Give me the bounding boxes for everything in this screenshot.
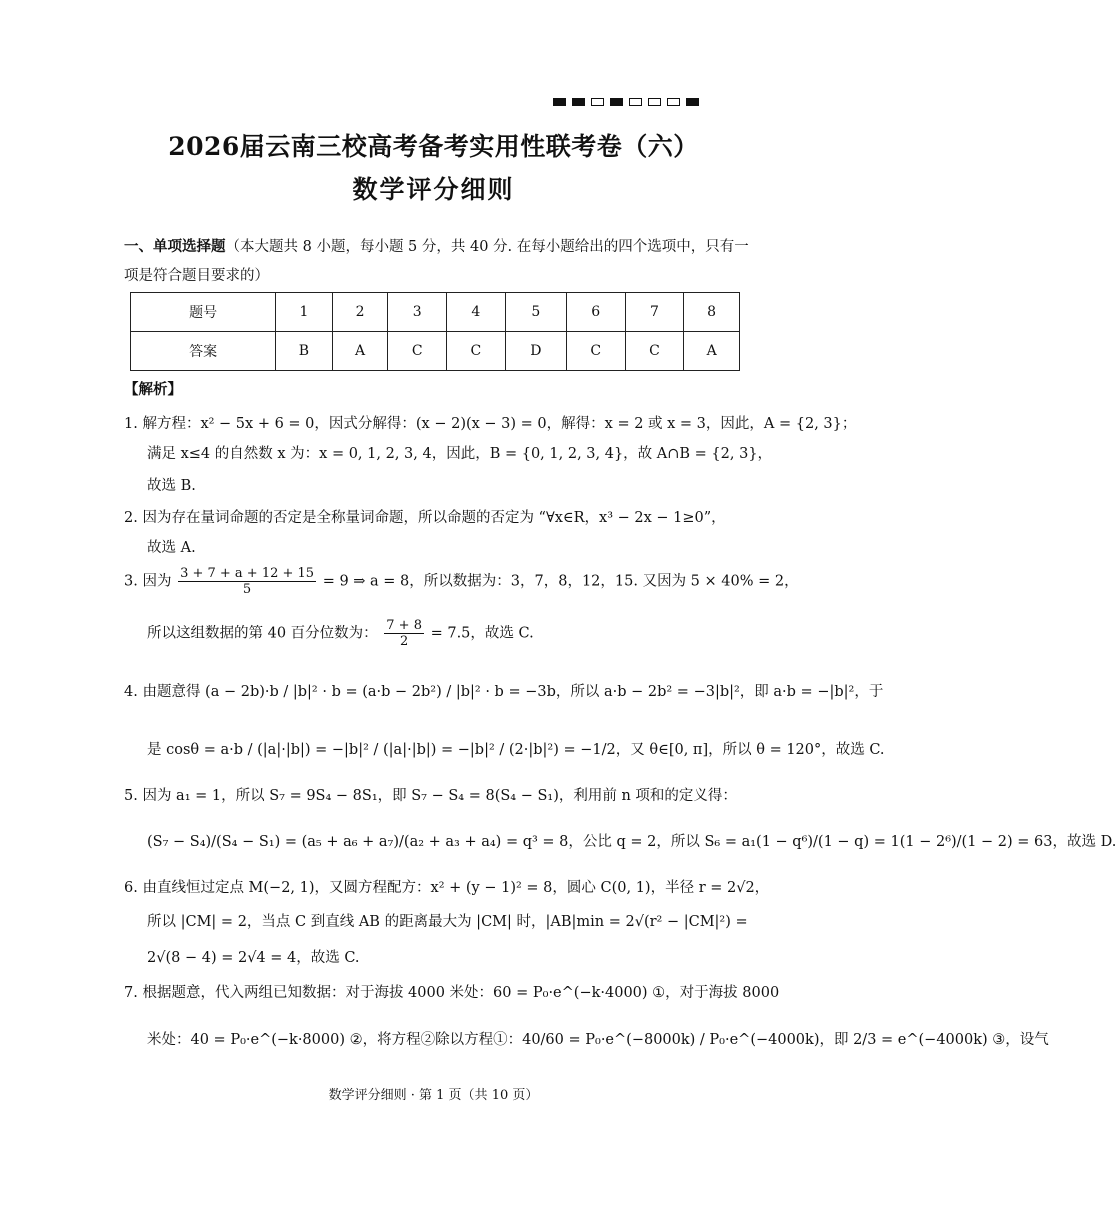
percentile-result: = 7.5，故选 C. — [430, 625, 534, 642]
question-number-cell: 6 — [566, 293, 625, 332]
percentile-fraction — [384, 618, 424, 649]
fraction-denominator: 2 — [399, 634, 409, 649]
section-title: 一、单项选择题 — [124, 238, 226, 255]
answer-cell: D — [505, 332, 566, 371]
solution-4-line-2: 是 cosθ = a·b / (|a|·|b|) = −|b|² / (|a|·|b|) = −|b|² / (2·|b|²) = −1/2，又 θ∈[0, π]，所以 θ = 120°，故选 C. — [147, 742, 885, 758]
solution-5-line-1: 5. 因为 a₁ = 1，所以 S₇ = 9S₄ − 8S₁，即 S₇ − S₄ = 8(S₄ − S₁)，利用前 n 项和的定义得： — [124, 788, 737, 804]
answer-cell: C — [625, 332, 684, 371]
solution-7-line-2: 米处：40 = P₀·e^(−k·8000) ②，将方程②除以方程①：40/60 = P₀·e^(−8000k) / P₀·e^(−4000k)，即 2/3 = e^(−4000k) ③，设气 — [147, 1032, 1049, 1048]
solution-6-line-2: 所以 |CM| = 2，当点 C 到直线 AB 的距离最大为 |CM| 时，|AB|min = 2√(r² − |CM|²) = — [147, 914, 748, 930]
table-row — [131, 332, 740, 371]
question-number-cell: 4 — [447, 293, 506, 332]
marker-empty-icon — [648, 98, 661, 106]
percentile-intro: 所以这组数据的第 40 百分位数为： — [147, 625, 378, 642]
analysis-label: 【解析】 — [124, 381, 182, 398]
marker-filled-icon — [686, 98, 699, 106]
solution-1-line-3: 故选 B. — [147, 478, 196, 494]
solution-3-line-1 — [124, 566, 799, 597]
marker-filled-icon — [572, 98, 585, 106]
marker-filled-icon — [553, 98, 566, 106]
answer-cell: B — [276, 332, 333, 371]
page-footer: 数学评分细则 · 第 1 页（共 10 页） — [328, 1088, 539, 1103]
fraction-denominator: 5 — [242, 582, 252, 597]
answer-table — [130, 292, 740, 371]
page-marker-squares — [553, 98, 699, 106]
answer-cell: A — [684, 332, 740, 371]
fraction-numerator: 7 + 8 — [386, 618, 422, 633]
question-number-cell: 3 — [388, 293, 447, 332]
page-subtitle: 数学评分细则 — [352, 175, 515, 204]
table-row — [131, 293, 740, 332]
table-header-cell: 答案 — [131, 332, 276, 371]
section-description: （本大题共 8 小题，每小题 5 分，共 40 分. 在每小题给出的四个选项中，只有一项是符合题目要求的） — [124, 239, 749, 284]
solution-4-line-1: 4. 由题意得 (a − 2b)·b / |b|² · b = (a·b − 2b²) / |b|² · b = −3b，所以 a·b − 2b² = −3|b|²，即 a·b = −|b|²，于 — [124, 684, 884, 700]
solution-2-line-1: 2. 因为存在量词命题的否定是全称量词命题，所以命题的否定为 “∀x∈R，x³ − 2x − 1≥0”， — [124, 510, 726, 526]
solution-7-line-1: 7. 根据题意，代入两组已知数据：对于海拔 4000 米处：60 = P₀·e^(−k·4000) ①，对于海拔 8000 — [124, 985, 780, 1001]
solution-3-intro: 3. 因为 — [124, 573, 172, 590]
solution-3-line-2 — [147, 618, 748, 649]
question-number-cell: 5 — [505, 293, 566, 332]
marker-filled-icon — [610, 98, 623, 106]
question-number-cell: 2 — [332, 293, 388, 332]
solution-1-line-2: 满足 x≤4 的自然数 x 为：x = 0, 1, 2, 3, 4，因此，B = {0, 1, 2, 3, 4}，故 A∩B = {2, 3}， — [147, 446, 773, 462]
question-number-cell: 8 — [684, 293, 740, 332]
marker-empty-icon — [629, 98, 642, 106]
answer-cell: C — [447, 332, 506, 371]
question-number-cell: 1 — [276, 293, 333, 332]
marker-empty-icon — [591, 98, 604, 106]
solution-5-line-2: (S₇ − S₄)/(S₄ − S₁) = (a₅ + a₆ + a₇)/(a₂ + a₃ + a₄) = q³ = 8，公比 q = 2，所以 S₆ = a₁(1 − q⁶)/(1 − q) = 1(1 − 2⁶)/(1 − 2) = 63，故选 D. — [147, 834, 1116, 850]
solution-1-line-1: 1. 解方程：x² − 5x + 6 = 0，因式分解得：(x − 2)(x − 3) = 0，解得：x = 2 或 x = 3，因此，A = {2, 3}； — [124, 416, 857, 432]
answer-cell: C — [566, 332, 625, 371]
solution-2-line-2: 故选 A. — [147, 540, 196, 556]
fraction-numerator: 3 + 7 + a + 12 + 15 — [180, 566, 315, 581]
section-heading — [124, 232, 754, 291]
table-header-cell: 题号 — [131, 293, 276, 332]
answer-cell: C — [388, 332, 447, 371]
question-number-cell: 7 — [625, 293, 684, 332]
solution-6-line-1: 6. 由直线恒过定点 M(−2, 1)，又圆方程配方：x² + (y − 1)² = 8，圆心 C(0, 1)，半径 r = 2√2， — [124, 880, 770, 896]
marker-empty-icon — [667, 98, 680, 106]
page-title: 2026届云南三校高考备考实用性联考卷（六） — [168, 132, 699, 161]
solution-6-line-3: 2√(8 − 4) = 2√4 = 4，故选 C. — [147, 950, 360, 966]
answer-cell: A — [332, 332, 388, 371]
solution-3-result: = 9 ⇒ a = 8，所以数据为：3，7，8，12，15. 又因为 5 × 40% = 2， — [322, 573, 799, 590]
mean-fraction — [178, 566, 316, 597]
